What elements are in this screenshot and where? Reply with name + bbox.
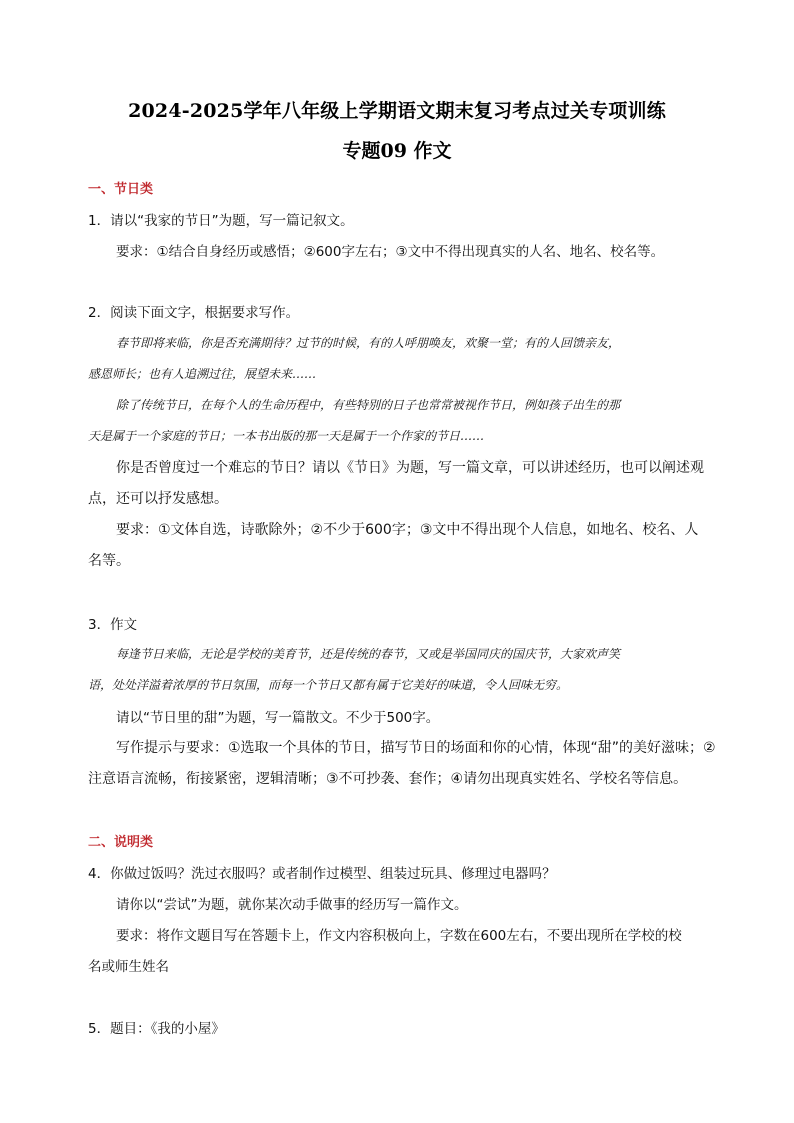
- question-2-task-line: 点，还可以抒发感想。: [88, 491, 228, 507]
- document-subtitle: 专题09 作文: [342, 140, 452, 162]
- question-2-requirements-line: 要求：①文体自选，诗歌除外；②不少于600字；③文中不得出现个人信息，如地名、校名、人: [116, 522, 699, 538]
- question-3-requirements-line: 注意语言流畅，衔接紧密，逻辑清晰；③不可抄袭、套作；④请勿出现真实姓名、学校名等信息。: [88, 771, 688, 787]
- question-3-prompt: 3．作文: [88, 617, 138, 633]
- question-2-prompt: 2．阅读下面文字，根据要求写作。: [88, 305, 300, 321]
- document-title: 2024-2025学年八年级上学期语文期末复习考点过关专项训练: [128, 100, 666, 122]
- question-2-material-line: 除了传统节日，在每个人的生命历程中，有些特别的日子也常常被视作节日，例如孩子出生的那: [116, 398, 621, 412]
- section-heading-festival: 一、节日类: [88, 182, 154, 197]
- section-heading-expository: 二、说明类: [88, 835, 154, 850]
- question-3-task: 请以“节日里的甜”为题，写一篇散文。不少于500字。: [116, 710, 440, 726]
- question-2-material-line: 感恩师长；也有人追溯过往，展望未来……: [88, 367, 317, 381]
- question-2-material-line: 天是属于一个家庭的节日；一本书出版的那一天是属于一个作家的节日……: [88, 429, 485, 443]
- question-1-prompt: 1．请以“我家的节日”为题，写一篇记叙文。: [88, 213, 354, 229]
- question-3-requirements-line: 写作提示与要求：①选取一个具体的节日，描写节日的场面和你的心情，体现“甜”的美好滋味；②: [116, 740, 716, 756]
- question-2-material-line: 春节即将来临，你是否充满期待？过节的时候，有的人呼朋唤友，欢聚一堂；有的人回馈亲友，: [116, 336, 621, 350]
- question-4-requirements-line: 要求：将作文题目写在答题卡上，作文内容积极向上，字数在600左右，不要出现所在学校的校: [116, 928, 682, 944]
- question-4-requirements-line: 名或师生姓名: [88, 959, 169, 975]
- question-5-prompt: 5．题目：《我的小屋》: [88, 1021, 225, 1037]
- question-3-material-line: 语，处处洋溢着浓厚的节日氛围，而每一个节日又都有属于它美好的味道，令人回味无穷。: [88, 678, 569, 692]
- question-2-task-line: 你是否曾度过一个难忘的节日？请以《节日》为题，写一篇文章，可以讲述经历，也可以阐述观: [116, 460, 704, 476]
- question-4-task: 请你以“尝试”为题，就你某次动手做事的经历写一篇作文。: [116, 897, 468, 913]
- question-3-material-line: 每逢节日来临，无论是学校的美育节，还是传统的春节，又或是举国同庆的国庆节，大家欢声笑: [116, 647, 621, 661]
- question-4-prompt: 4．你做过饭吗？洗过衣服吗？或者制作过模型、组装过玩具、修理过电器吗？: [88, 866, 556, 882]
- question-2-requirements-line: 名等。: [88, 553, 130, 569]
- question-1-requirements: 要求：①结合自身经历或感悟；②600字左右；③文中不得出现真实的人名、地名、校名等。: [116, 244, 665, 260]
